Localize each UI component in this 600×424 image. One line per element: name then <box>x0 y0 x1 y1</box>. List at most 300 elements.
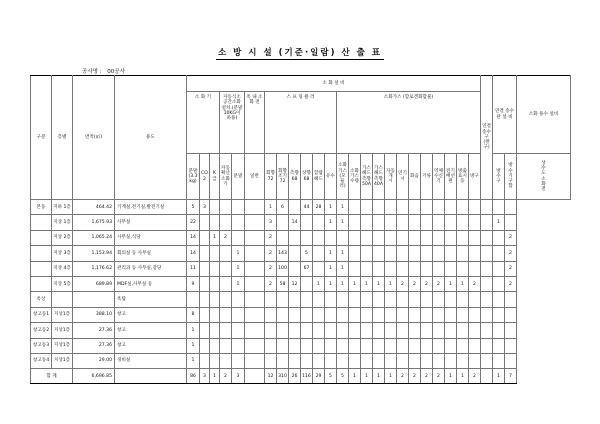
cell-value <box>349 307 361 322</box>
cell-value: 11 <box>187 261 200 276</box>
cell-value <box>361 246 373 261</box>
header-use: 용도 <box>115 76 187 200</box>
cell-area: 1,675.93 <box>73 215 115 230</box>
cell-value <box>337 323 349 338</box>
cell-value: 2 <box>469 276 481 291</box>
cell-value <box>289 230 301 245</box>
cell-value <box>210 200 220 215</box>
table-row <box>31 276 571 291</box>
cell-value <box>200 276 210 291</box>
cell-value <box>301 353 313 368</box>
cell-use: 창고 <box>115 323 187 338</box>
cell-value <box>421 338 433 353</box>
cell-value <box>220 338 232 353</box>
cell-value: 1 <box>325 261 337 276</box>
cell-value <box>337 307 349 322</box>
cell-use: 경비실 <box>115 353 187 368</box>
cell-value <box>349 292 361 307</box>
cell-value <box>220 276 232 291</box>
cell-value <box>245 200 265 215</box>
cell-value <box>373 292 385 307</box>
cell-value <box>445 215 457 230</box>
cell-value <box>277 338 289 353</box>
cell-value <box>493 246 505 261</box>
cell-value: 28 <box>313 200 325 215</box>
cell-value <box>385 230 397 245</box>
cell-value <box>469 323 481 338</box>
cell-value: 1 <box>187 353 200 368</box>
cell-value: 8 <box>187 307 200 322</box>
cell-value <box>385 261 397 276</box>
cell-value <box>210 246 220 261</box>
header-spk-ceiling: 할람 헤드 <box>313 154 325 200</box>
cell-value: 100 <box>277 261 289 276</box>
cell-value <box>265 353 277 368</box>
cell-value: 1 <box>445 369 457 384</box>
cell-value: 3 <box>200 200 210 215</box>
header-ext-powder: 분말 (3.3 kg) <box>187 154 200 200</box>
cell-value <box>277 230 289 245</box>
cell-area: 689.89 <box>73 276 115 291</box>
cell-value <box>361 338 373 353</box>
cell-value <box>220 323 232 338</box>
cell-value: 2 <box>220 369 232 384</box>
cell-value: 1 <box>325 200 337 215</box>
cell-value <box>385 200 397 215</box>
cell-value <box>361 292 373 307</box>
project-line <box>82 67 125 75</box>
cell-value: 22 <box>187 215 200 230</box>
cell-value: 14 <box>187 246 200 261</box>
cell-value <box>289 261 301 276</box>
cell-value <box>220 215 232 230</box>
cell-value <box>397 246 409 261</box>
cell-div <box>31 215 52 230</box>
cell-value <box>349 230 361 245</box>
cell-value <box>373 215 385 230</box>
total-row <box>31 369 571 384</box>
cell-area: 1,153.94 <box>73 246 115 261</box>
cell-value <box>245 292 265 307</box>
cell-value <box>457 215 469 230</box>
cell-floor: 지상 3층 <box>52 246 73 261</box>
cell-value <box>187 292 200 307</box>
cell-value <box>481 230 493 245</box>
cell-value <box>337 353 349 368</box>
cell-value <box>373 261 385 276</box>
cell-value <box>277 307 289 322</box>
cell-value <box>445 353 457 368</box>
cell-area: 1,176.62 <box>73 261 115 276</box>
cell-value <box>457 323 469 338</box>
cell-value: 1 <box>337 246 349 261</box>
cell-value <box>433 307 445 322</box>
cell-value <box>301 230 313 245</box>
header-gas-delay: 연기 시 <box>397 154 409 200</box>
cell-value <box>493 338 505 353</box>
cell-value: 29 <box>313 369 325 384</box>
cell-value <box>349 246 361 261</box>
cell-value: 2 <box>505 246 517 261</box>
cell-value <box>397 292 409 307</box>
cell-value <box>481 261 493 276</box>
cell-value: 1 <box>337 276 349 291</box>
cell-value: 2 <box>409 369 421 384</box>
cell-value: 1 <box>373 276 385 291</box>
cell-value <box>289 323 301 338</box>
cell-value <box>349 261 361 276</box>
cell-value <box>313 261 325 276</box>
cell-value <box>385 215 397 230</box>
table-row <box>31 292 571 307</box>
table-row <box>31 338 571 353</box>
cell-value <box>373 230 385 245</box>
cell-value <box>421 230 433 245</box>
cell-value: 310 <box>277 369 289 384</box>
header-extinguisher-group: 소 화 기 <box>187 92 220 154</box>
cell-use: 회의실 등 사무실 <box>115 246 187 261</box>
cell-value <box>200 323 210 338</box>
cell-value: 67 <box>301 261 313 276</box>
cell-value <box>245 338 265 353</box>
cell-value <box>457 307 469 322</box>
cell-value <box>433 230 445 245</box>
cell-use: 옥탑 <box>115 292 187 307</box>
cell-value <box>445 246 457 261</box>
table-row <box>31 215 571 230</box>
cell-value <box>505 323 517 338</box>
cell-value: 2 <box>265 230 277 245</box>
cell-value <box>469 230 481 245</box>
cell-value: 1 <box>385 369 397 384</box>
cell-value: 1 <box>325 246 337 261</box>
cell-value <box>325 353 337 368</box>
header-connect-pipe: 연결 송수관 설 비 <box>493 76 517 154</box>
cell-value <box>397 353 409 368</box>
cell-floor: 지하 1층 <box>52 200 73 215</box>
cell-area: 464.42 <box>73 200 115 215</box>
cell-value <box>445 261 457 276</box>
cell-value: 2 <box>397 369 409 384</box>
header-gas-pipe: 방구 <box>469 154 481 200</box>
cell-value: 2 <box>397 276 409 291</box>
cell-value: 1 <box>373 369 385 384</box>
cell-use: 창고 <box>115 338 187 353</box>
cell-use: 관리과 등 사무실,강당 <box>115 261 187 276</box>
header-gas-head-b: 가스 헤드 측향 40A <box>373 154 385 200</box>
cell-div <box>31 276 52 291</box>
cell-value <box>361 200 373 215</box>
cell-value <box>232 323 245 338</box>
cell-value <box>349 200 361 215</box>
cell-value <box>481 200 493 215</box>
cell-value <box>481 292 493 307</box>
cell-value <box>409 323 421 338</box>
header-gas-bell: 화음 <box>409 154 421 200</box>
header-gas-emergency: 전기 배선 편 <box>445 154 457 200</box>
header-sprinkler-group: 스 프 링 클 러 <box>265 92 337 154</box>
cell-value: 1 <box>210 369 220 384</box>
cell-value <box>469 246 481 261</box>
cell-use <box>115 369 187 384</box>
cell-value: 1 <box>313 276 325 291</box>
cell-value <box>481 276 493 291</box>
cell-value <box>220 292 232 307</box>
cell-value <box>493 307 505 322</box>
cell-value <box>505 292 517 307</box>
cell-use: 사무실,식당 <box>115 230 187 245</box>
cell-value <box>397 230 409 245</box>
cell-value <box>385 338 397 353</box>
cell-value <box>445 323 457 338</box>
cell-value <box>493 200 505 215</box>
cell-div: 창고동4 <box>31 353 52 368</box>
cell-value: 2 <box>505 261 517 276</box>
cell-div <box>31 261 52 276</box>
cell-value: 2 <box>433 369 445 384</box>
header-gas-detector: 소화 가스 수량 <box>349 154 361 200</box>
cell-div: 본동 <box>31 200 52 215</box>
cell-floor: 지상1층 <box>52 338 73 353</box>
cell-value <box>200 307 210 322</box>
cell-value <box>220 261 232 276</box>
cell-value: 116 <box>301 369 313 384</box>
cell-value <box>313 307 325 322</box>
table-row <box>31 230 571 245</box>
cell-area: 29.00 <box>73 353 115 368</box>
cell-value: 143 <box>277 246 289 261</box>
cell-value <box>265 292 277 307</box>
cell-div <box>31 246 52 261</box>
cell-value <box>245 307 265 322</box>
cell-value <box>481 307 493 322</box>
cell-value <box>469 200 481 215</box>
cell-use: 기계실,전기실,발전기실 <box>115 200 187 215</box>
cell-value: 1 <box>232 246 245 261</box>
cell-value: 1 <box>265 200 277 215</box>
cell-value <box>469 261 481 276</box>
cell-value <box>325 307 337 322</box>
cell-value: 3 <box>265 215 277 230</box>
cell-value: 1 <box>187 323 200 338</box>
calculation-table <box>30 75 571 384</box>
cell-value <box>210 323 220 338</box>
cell-value <box>385 323 397 338</box>
cell-value <box>457 292 469 307</box>
cell-div <box>31 230 52 245</box>
cell-value <box>397 200 409 215</box>
cell-value <box>200 353 210 368</box>
cell-value <box>301 215 313 230</box>
cell-value <box>493 261 505 276</box>
cell-value <box>210 261 220 276</box>
cell-value <box>337 230 349 245</box>
cell-value <box>409 307 421 322</box>
header-connect-hose: 연결 송수 구 (쌍 구) <box>481 76 493 200</box>
cell-value <box>245 261 265 276</box>
cell-floor: 지상1층 <box>52 307 73 322</box>
cell-value <box>245 353 265 368</box>
cell-value: 86 <box>187 369 200 384</box>
table-row <box>31 261 571 276</box>
cell-value <box>469 307 481 322</box>
cell-value <box>277 215 289 230</box>
cell-value: 1 <box>210 230 220 245</box>
cell-value <box>469 353 481 368</box>
cell-value <box>457 261 469 276</box>
cell-value <box>210 338 220 353</box>
cell-value <box>457 246 469 261</box>
cell-value <box>289 338 301 353</box>
cell-value <box>361 261 373 276</box>
cell-floor: 지상1층 <box>52 323 73 338</box>
cell-value: 7 <box>505 369 517 384</box>
cell-value <box>361 353 373 368</box>
cell-value <box>493 292 505 307</box>
cell-value <box>421 307 433 322</box>
cell-area <box>73 292 115 307</box>
header-ext-co2: CO2 <box>200 154 210 200</box>
header-auto-ext: 자동 확산 소화 기 <box>220 154 232 200</box>
cell-value <box>457 338 469 353</box>
table-row <box>31 323 571 338</box>
header-auto-extinguisher-group: 자동식소 공간소화 설치 (분말 10KG이 하용) <box>220 92 245 154</box>
cell-value <box>349 338 361 353</box>
cell-value <box>313 246 325 261</box>
cell-area: 27.36 <box>73 323 115 338</box>
document-title: 소 방 시 설 (기준·일람) 산 출 표 <box>217 48 383 58</box>
cell-value <box>433 215 445 230</box>
cell-value: 1 <box>325 276 337 291</box>
header-alarm-valve: 유수 <box>325 154 337 200</box>
cell-value <box>505 200 517 215</box>
cell-value <box>220 353 232 368</box>
cell-value <box>409 215 421 230</box>
cell-value <box>210 215 220 230</box>
header-dry-riser: 소화 용수 설비 <box>517 76 571 154</box>
cell-value <box>265 307 277 322</box>
cell-use: 사무실 <box>115 215 187 230</box>
cell-value <box>433 292 445 307</box>
cell-value <box>301 307 313 322</box>
cell-value <box>220 200 232 215</box>
cell-value <box>445 307 457 322</box>
cell-use: MDF실,사무실 등 <box>115 276 187 291</box>
cell-value <box>232 307 245 322</box>
cell-value <box>245 230 265 245</box>
cell-value <box>232 215 245 230</box>
cell-value <box>421 261 433 276</box>
cell-value <box>505 307 517 322</box>
cell-value <box>373 353 385 368</box>
cell-value: 3 <box>200 369 210 384</box>
table-row <box>31 307 571 322</box>
cell-value <box>289 246 301 261</box>
cell-value: 1 <box>457 369 469 384</box>
cell-value: 1 <box>337 261 349 276</box>
cell-value <box>493 276 505 291</box>
cell-floor: 지상1층 <box>52 353 73 368</box>
table-row <box>31 246 571 261</box>
cell-value <box>433 323 445 338</box>
cell-value <box>301 276 313 291</box>
header-spk-72: 회향 72 <box>265 154 277 200</box>
header-indoor-hydrant: 옥 내 소 화 전 <box>245 92 265 154</box>
cell-value: 14 <box>187 230 200 245</box>
cell-value <box>289 200 301 215</box>
cell-value <box>277 323 289 338</box>
cell-value <box>325 338 337 353</box>
cell-value <box>493 353 505 368</box>
cell-value <box>200 261 210 276</box>
cell-value: 2 <box>265 276 277 291</box>
cell-value: 1 <box>493 215 505 230</box>
header-floor: 층별 <box>52 76 73 200</box>
cell-value <box>397 338 409 353</box>
header-gas-ext: 소화 가스 (모 듈 러) <box>337 154 349 200</box>
cell-value <box>457 200 469 215</box>
table-row <box>31 353 571 368</box>
cell-value <box>361 215 373 230</box>
cell-value <box>325 323 337 338</box>
cell-value <box>232 292 245 307</box>
cell-value: 12 <box>289 276 301 291</box>
cell-value: 6 <box>277 200 289 215</box>
cell-value <box>313 353 325 368</box>
cell-value <box>385 307 397 322</box>
cell-value <box>245 246 265 261</box>
cell-value <box>220 307 232 322</box>
table-row <box>31 200 571 215</box>
cell-value <box>433 246 445 261</box>
cell-value: 58 <box>277 276 289 291</box>
cell-value <box>265 323 277 338</box>
cell-area: 1,065.24 <box>73 230 115 245</box>
header-spk-up: 상향 68 <box>301 154 313 200</box>
cell-value <box>445 292 457 307</box>
cell-value: 2 <box>265 246 277 261</box>
cell-value <box>200 246 210 261</box>
cell-value <box>289 307 301 322</box>
cell-value: 1 <box>232 276 245 291</box>
cell-value: 2 <box>265 261 277 276</box>
cell-value <box>232 338 245 353</box>
cell-value <box>265 338 277 353</box>
cell-value <box>421 353 433 368</box>
cell-value <box>277 292 289 307</box>
cell-value <box>481 338 493 353</box>
header-area: 면적(㎡) <box>73 76 115 200</box>
cell-value <box>457 230 469 245</box>
cell-value <box>409 200 421 215</box>
cell-value <box>481 369 493 384</box>
header-ext-k: K급 <box>210 154 220 200</box>
cell-value: 2 <box>421 276 433 291</box>
cell-floor: 지상 4층 <box>52 261 73 276</box>
cell-value <box>361 230 373 245</box>
cell-value <box>232 353 245 368</box>
cell-value <box>409 338 421 353</box>
cell-value <box>481 215 493 230</box>
cell-value <box>409 353 421 368</box>
cell-value <box>349 353 361 368</box>
cell-floor: 지상 2층 <box>52 230 73 245</box>
cell-value: 14 <box>289 215 301 230</box>
cell-value <box>200 230 210 245</box>
cell-value: 1 <box>493 369 505 384</box>
cell-value: 1 <box>349 276 361 291</box>
cell-value <box>505 215 517 230</box>
